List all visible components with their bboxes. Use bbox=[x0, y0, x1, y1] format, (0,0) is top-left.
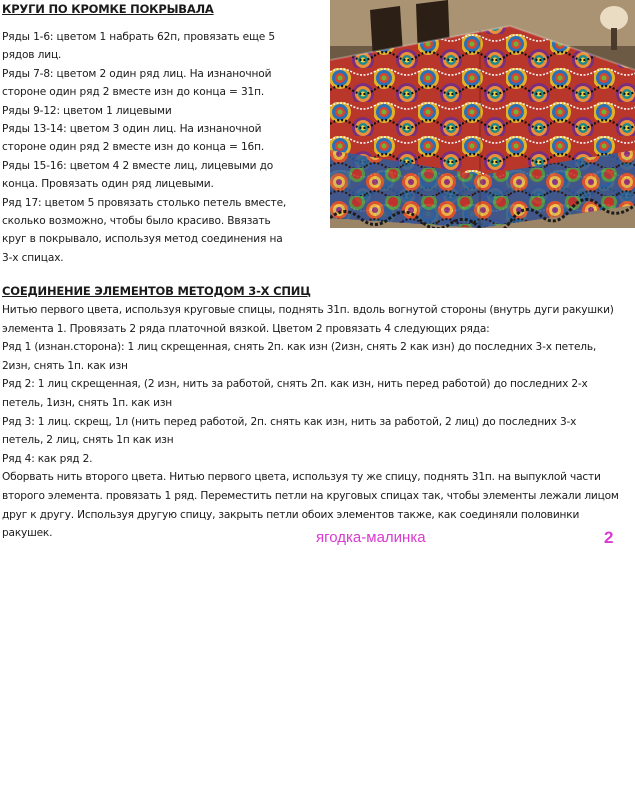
text-line: рядов лиц. bbox=[2, 49, 62, 62]
text-line: Ряды 13-14: цветом 3 один лиц. На изнаночной bbox=[2, 123, 262, 136]
text-line: стороне один ряд 2 вместе изн до конца = 31п. bbox=[2, 86, 265, 99]
text-line: петель, 1изн, снять 1п. как изн bbox=[2, 396, 173, 409]
text-line: стороне один ряд 2 вместе изн до конца = 16п. bbox=[2, 141, 265, 154]
text-line: Ряд 3: 1 лиц. скрещ, 1л (нить перед работой, 2п. снять как изн, нить за работой, 2 лиц) до последних 3-х bbox=[2, 415, 577, 428]
section-heading-edge-circles: КРУГИ ПО КРОМКЕ ПОКРЫВАЛА bbox=[2, 2, 214, 16]
edge-circles-instructions bbox=[2, 28, 298, 267]
text-line: Ряды 15-16: цветом 4 2 вместе лиц, лицевыми до bbox=[2, 159, 274, 172]
section-heading-three-needle-join: СОЕДИНЕНИЕ ЭЛЕМЕНТОВ МЕТОДОМ 3-Х СПИЦ bbox=[2, 284, 311, 298]
text-line: сколько возможно, чтобы было красиво. Ввязать bbox=[2, 215, 271, 228]
text-line: Ряды 1-6: цветом 1 набрать 62п, провязать еще 5 bbox=[2, 31, 275, 43]
text-line: Нитью первого цвета, используя круговые спицы, поднять 31п. вдоль вогнутой стороны (внутрь дуги ракушки) bbox=[2, 304, 614, 316]
text-line: конца. Провязать один ряд лицевыми. bbox=[2, 178, 214, 191]
text-line: второго элемента. провязать 1 ряд. Переместить петли на круговых спицах так, чтобы элементы лежали лицом bbox=[2, 489, 619, 502]
three-needle-join-instructions bbox=[2, 301, 622, 543]
text-line: Оборвать нить второго цвета. Нитью первого цвета, используя ту же спицу, поднять 31п. на выпуклой части bbox=[2, 471, 601, 484]
text-line: ракушек. bbox=[2, 527, 53, 540]
text-line: петель, 2 лиц, снять 1п как изн bbox=[2, 434, 174, 447]
text-line: 2изн, снять 1п. как изн bbox=[2, 359, 128, 372]
author-signature: ягодка-малинка bbox=[316, 529, 426, 546]
text-line: Ряд 17: цветом 5 провязать столько петель вместе, bbox=[2, 196, 287, 209]
text-line: круг в покрывало, используя метод соединения на bbox=[2, 233, 283, 246]
text-line: Ряд 2: 1 лиц скрещенная, (2 изн, нить за работой, снять 2п. как изн, нить перед работой) до последних 2-х bbox=[2, 378, 588, 391]
text-line: Ряд 1 (изнан.сторона): 1 лиц скрещенная, снять 2п. как изн (2изн, снять 2 как изн) до последних 3-х петель, bbox=[2, 341, 597, 354]
text-line: Ряды 7-8: цветом 2 один ряд лиц. На изнаночной bbox=[2, 67, 272, 80]
text-line: Ряды 9-12: цветом 1 лицевыми bbox=[2, 104, 172, 117]
page-number: 2 bbox=[604, 528, 614, 547]
text-line: элемента 1. Провязать 2 ряда платочной вязкой. Цветом 2 провязать 4 следующих ряда: bbox=[2, 322, 490, 335]
bedspread-photo bbox=[330, 0, 635, 228]
text-line: друг к другу. Используя другую спицу, закрыть петли обоих элементов также, как соединяли половинки bbox=[2, 508, 580, 521]
text-line: 3-х спицах. bbox=[2, 251, 64, 264]
text-line: Ряд 4: как ряд 2. bbox=[2, 452, 93, 465]
